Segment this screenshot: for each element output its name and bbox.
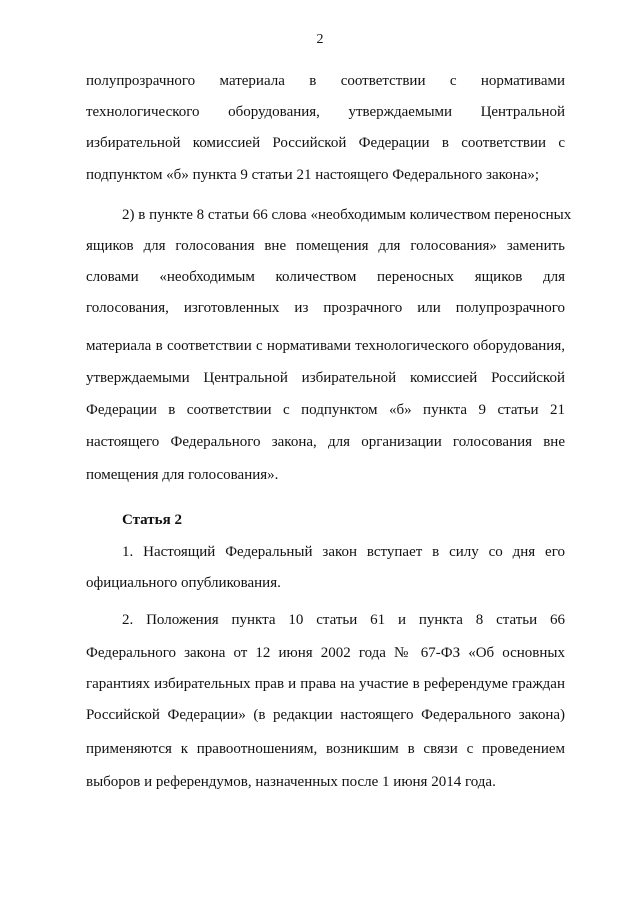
text-line: технологического оборудования, утверждаемыми Центральной	[86, 104, 565, 120]
text-line: выборов и референдумов, назначенных после 1 июня 2014 года.	[86, 774, 496, 790]
text-line: Российской Федерации» (в редакции настоящего Федерального закона)	[86, 707, 565, 723]
text-line: помещения для голосования».	[86, 467, 279, 483]
text-line: голосования, изготовленных из прозрачного или полупрозрачного	[86, 300, 565, 316]
text-line: Федерального закона от 12 июня 2002 года № 67-ФЗ «Об основных	[86, 645, 565, 661]
text-line: подпунктом «б» пункта 9 статьи 21 настоящего Федерального закона»;	[86, 167, 539, 183]
text-line: материала в соответствии с нормативами технологического оборудования,	[86, 338, 565, 354]
text-line: словами «необходимым количеством переносных ящиков для	[86, 269, 565, 285]
text-line: гарантиях избирательных прав и права на участие в референдуме граждан	[86, 676, 565, 692]
text-line: официального опубликования.	[86, 575, 281, 591]
text-line: утверждаемыми Центральной избирательной комиссией Российской	[86, 370, 565, 386]
text-line: 2) в пункте 8 статьи 66 слова «необходимым количеством переносных	[122, 207, 572, 223]
text-line: 1. Настоящий Федеральный закон вступает в силу со дня его	[122, 544, 565, 560]
text-line: настоящего Федерального закона, для организации голосования вне	[86, 434, 565, 450]
article-heading: Статья 2	[122, 512, 182, 528]
text-line: 2. Положения пункта 10 статьи 61 и пункта 8 статьи 66	[122, 612, 565, 628]
text-line: ящиков для голосования вне помещения для голосования» заменить	[86, 238, 565, 254]
page-number: 2	[316, 32, 324, 47]
text-line: избирательной комиссией Российской Федерации в соответствии с	[86, 135, 565, 151]
text-line: Федерации в соответствии с подпунктом «б» пункта 9 статьи 21	[86, 402, 565, 418]
text-line: применяются к правоотношениям, возникшим в связи с проведением	[86, 741, 565, 757]
text-line: полупрозрачного материала в соответствии с нормативами	[86, 73, 565, 89]
